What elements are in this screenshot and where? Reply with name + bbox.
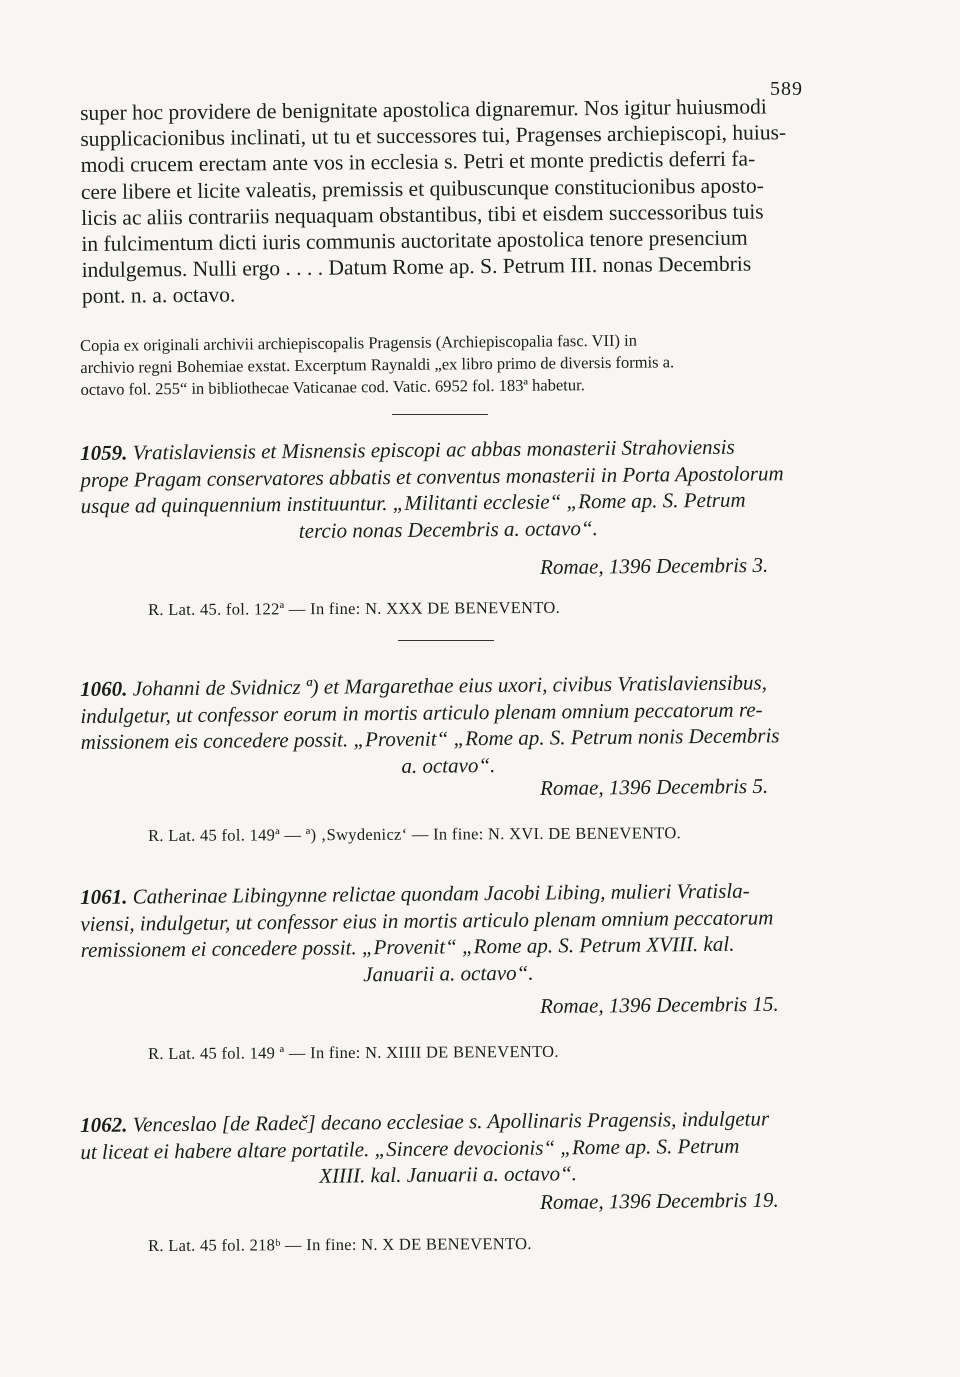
entry-heading-line: XIIII. kal. Januarii a. octavo“. — [319, 1161, 578, 1188]
entry-1060-date: Romae, 1396 Decembris 5. — [540, 773, 769, 800]
entry-1061-source: R. Lat. 45 fol. 149 ª — In fine: N. XIIII DE BENEVENTO. — [148, 1041, 559, 1063]
entry-heading-line: viensi, indulgetur, ut confessor eius in mortis articulo plenam omnium peccatorum — [80, 904, 774, 936]
entry-1059-heading — [80, 433, 816, 546]
entry-1061-heading — [80, 877, 816, 990]
entry-heading-line: ut liceat ei habere altare portatile. „Sincere devocionis“ „Rome ap. S. Petrum — [80, 1133, 740, 1164]
archival-note — [80, 328, 817, 401]
entry-heading-text: Johanni de Svidnicz ª) et Margarethae eius uxori, civibus Vratislaviensibus, — [132, 670, 768, 701]
section-divider — [398, 640, 494, 641]
body-line: licis ac aliis contrariis nequaquam obstantibus, tibi et eisdem successoribus tuis — [81, 199, 764, 230]
note-line: Copia ex originali archivii archiepiscopalis Pragensis (Archiepiscopalia fasc. VII) in — [80, 330, 638, 355]
entry-1061-date: Romae, 1396 Decembris 15. — [540, 991, 779, 1018]
entry-number: 1060. — [80, 676, 128, 701]
body-line: super hoc providere de benignitate apostolica dignaremur. Nos igitur huiusmodi — [80, 94, 767, 125]
entry-number: 1062. — [80, 1112, 128, 1137]
body-paragraph — [80, 93, 814, 310]
entry-heading-line: a. octavo“. — [401, 752, 496, 778]
entry-1062-heading — [80, 1105, 816, 1192]
section-divider — [392, 414, 488, 415]
note-line: archivio regni Bohemiae exstat. Excerptum Raynaldi „ex libro primo de diversis formis a. — [80, 352, 675, 377]
body-line: indulgemus. Nulli ergo . . . . Datum Rome ap. S. Petrum III. nonas Decembris — [81, 251, 752, 283]
body-line: modi crucem erectam ante vos in ecclesia s. Petri et monte predictis deferri fa- — [80, 146, 756, 178]
entry-heading-text: Catherinae Libingynne relictae quondam Jacobi Libing, mulieri Vratisla- — [132, 878, 750, 909]
entry-heading-text: Vratislaviensis et Misnensis episcopi ac abbas monasterii Strahoviensis — [132, 434, 735, 465]
body-line: cere libere et licite valeatis, premissis et quibuscunque constitucionibus aposto- — [80, 173, 765, 204]
entry-heading-line: usque ad quinquennium instituuntur. „Militanti ecclesie“ „Rome ap. S. Petrum — [80, 487, 746, 518]
entry-1060-source: R. Lat. 45 fol. 149ª — ª) ‚Swydenicz‘ — In fine: N. XVI. DE BENEVENTO. — [148, 823, 682, 845]
body-line: in fulcimentum dicti iuris communis auctoritate apostolica tenore presencium — [81, 225, 748, 257]
entry-1059-date: Romae, 1396 Decembris 3. — [540, 552, 769, 579]
entry-heading-line: remissionem ei concedere possit. „Provenit“ „Rome ap. S. Petrum XVIII. kal. — [80, 931, 735, 962]
body-line: supplicacionibus inclinati, ut tu et successores tui, Pragenses archiepiscopi, huius- — [80, 120, 787, 152]
entry-number: 1059. — [80, 440, 128, 465]
note-line: octavo fol. 255“ in bibliothecae Vaticanae cod. Vatic. 6952 fol. 183ª habetur. — [80, 375, 585, 399]
entry-number: 1061. — [80, 884, 128, 909]
entry-1062-date: Romae, 1396 Decembris 19. — [540, 1187, 779, 1214]
entry-heading-line: indulgetur, ut confessor eorum in mortis articulo plenam omnium peccatorum re- — [80, 696, 763, 728]
entry-heading-text: Venceslao [de Radeč] decano ecclesiae s. Apollinaris Pragensis, indulgetur — [132, 1106, 770, 1137]
entry-1060-heading — [80, 669, 816, 782]
page-number: 589 — [770, 78, 803, 100]
entry-1059-source: R. Lat. 45. fol. 122ª — In fine: N. XXX DE BENEVENTO. — [148, 597, 561, 619]
entry-heading-line: tercio nonas Decembris a. octavo“. — [298, 515, 598, 543]
entry-heading-line: Januarii a. octavo“. — [363, 960, 534, 986]
entry-heading-line: missionem eis concedere possit. „Provenit“ „Rome ap. S. Petrum nonis Decembris — [80, 723, 780, 754]
body-line: pont. n. a. octavo. — [81, 282, 236, 309]
entry-heading-line: prope Pragam conservatores abbatis et conventus monasterii in Porta Apostolorum — [80, 460, 784, 492]
entry-1062-source: R. Lat. 45 fol. 218ᵇ — In fine: N. X DE BENEVENTO. — [148, 1233, 532, 1255]
